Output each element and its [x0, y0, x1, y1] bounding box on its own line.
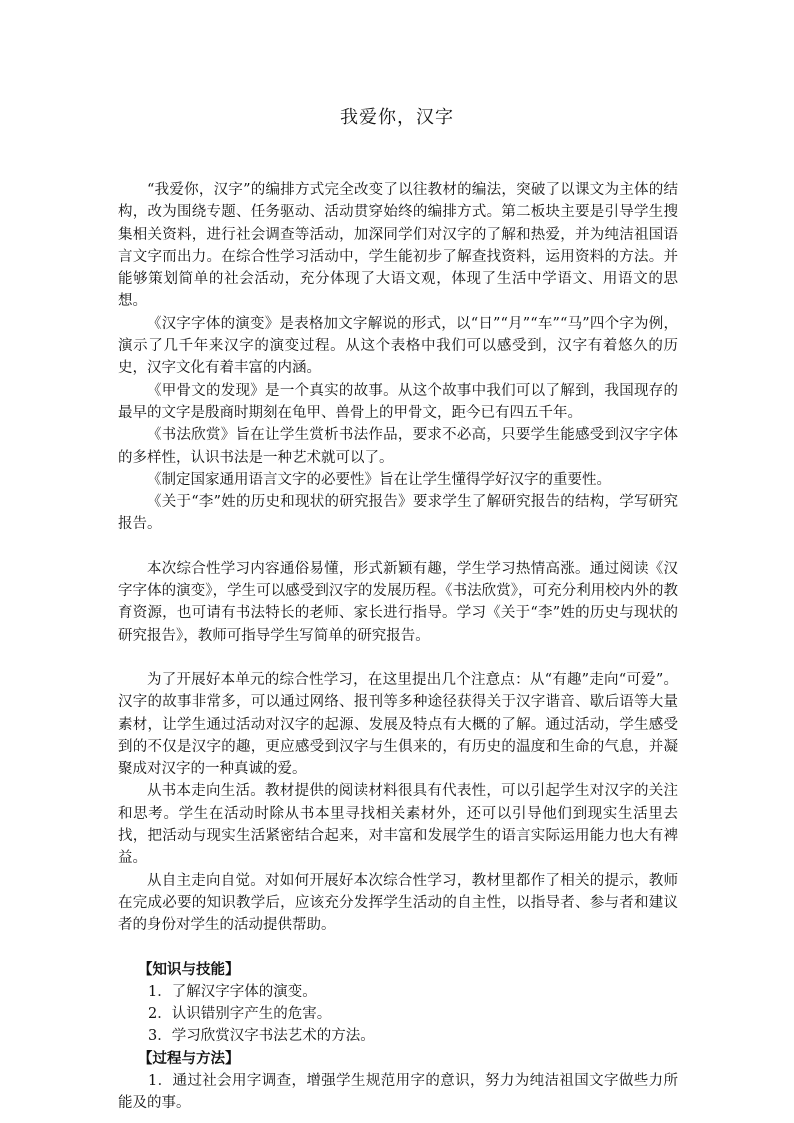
list-item: 3．学习欣赏汉字书法艺术的方法。 [148, 1028, 375, 1045]
paragraph: “我爱你，汉字”的编排方式完全改变了以往教材的编法，突破了以课文为主体的结构，改为围绕专题、任务驱动、活动贯穿始终的编排方式。第二板块主要是引导学生搜集相关资料，进行社会调查等活动，加深同学们对汉字的了解和热爱，并为纯洁祖国语言文字而出力。在综合性学习活动中，学生能初步了解查找资料，运用资料的方法。并能够策划简单的社会活动，充分体现了大语文观，体现了生活中学语文、用语文的思想。 [118, 182, 678, 310]
spacer [118, 647, 678, 669]
paragraph: 为了开展好本单元的综合性学习，在这里提出几个注意点：从“有趣”走向“可爱”。汉字的故事非常多，可以通过网络、报刊等多种途径获得关于汉字谐音、歇后语等大量素材，让学生通过活动对汉字的起源、发展及特点有大概的了解。通过活动，学生感受到的不仅是汉字的趣，更应感受到汉字与生俱来的，有历史的温度和生命的气息，并凝聚成对汉字的一种真诚的爱。 [118, 671, 678, 778]
spacer [118, 937, 678, 959]
spacer [118, 536, 678, 558]
process-heading: 【过程与方法】 [138, 1049, 240, 1067]
list-item: 1．通过社会用字调查，增强学生规范用字的意识，努力为纯洁祖国文字做些力所能及的事。 [118, 1072, 678, 1112]
document-title: 我爱你，汉字 [340, 107, 454, 128]
section-intro [118, 179, 678, 536]
document-body [118, 179, 678, 1115]
section-goals [118, 959, 678, 1115]
list-item: 2．认识错别字产生的危害。 [148, 1006, 332, 1023]
paragraph: 从书本走向生活。教材提供的阅读材料很具有代表性，可以引起学生对汉字的关注和思考。学生在活动时除从书本里寻找相关素材外，还可以引导他们到现实生活里去找，把活动与现实生活紧密结合起来，对丰富和发展学生的语言实际运用能力也大有裨益。 [118, 783, 678, 867]
paragraph: 《关于“李”姓的历史和现状的研究报告》要求学生了解研究报告的结构，学写研究报告。 [118, 494, 678, 533]
paragraph: 《制定国家通用语言文字的必要性》旨在让学生懂得学好汉字的重要性。 [147, 471, 611, 488]
section-notes [118, 669, 678, 937]
paragraph: 《汉字字体的演变》是表格加文字解说的形式，以“日”“月”“车”“马”四个字为例，演示了几千年来汉字的演变过程。从这个表格中我们可以感受到，汉字有着悠久的历史，汉字文化有着丰富的内涵。 [118, 315, 678, 377]
paragraph: 本次综合性学习内容通俗易懂，形式新颖有趣，学生学习热情高涨。通过阅读《汉字字体的演变》，学生可以感受到汉字的发展历程。《书法欣赏》，可充分利用校内外的教育资源，也可请有书法特长的老师、家长进行指导。学习《关于“李”姓的历史与现状的研究报告》，教师可指导学生写简单的研究报告。 [118, 560, 678, 644]
knowledge-heading: 【知识与技能】 [138, 960, 240, 978]
paragraph: 《甲骨文的发现》是一个真实的故事。从这个故事中我们可以了解到，我国现存的最早的文字是殷商时期刻在龟甲、兽骨上的甲骨文，距今已有四五千年。 [118, 382, 678, 421]
paragraph: 从自主走向自觉。对如何开展好本次综合性学习，教材里都作了相关的提示，教师在完成必要的知识教学后，应该充分发挥学生活动的自主性，以指导者、参与者和建议者的身份对学生的活动提供帮助。 [118, 872, 678, 934]
paragraph: 《书法欣赏》旨在让学生赏析书法作品，要求不必高，只要学生能感受到汉字字体的多样性，认识书法是一种艺术就可以了。 [118, 427, 678, 466]
list-item: 1．了解汉字字体的演变。 [148, 983, 317, 1000]
section-summary [118, 558, 678, 647]
